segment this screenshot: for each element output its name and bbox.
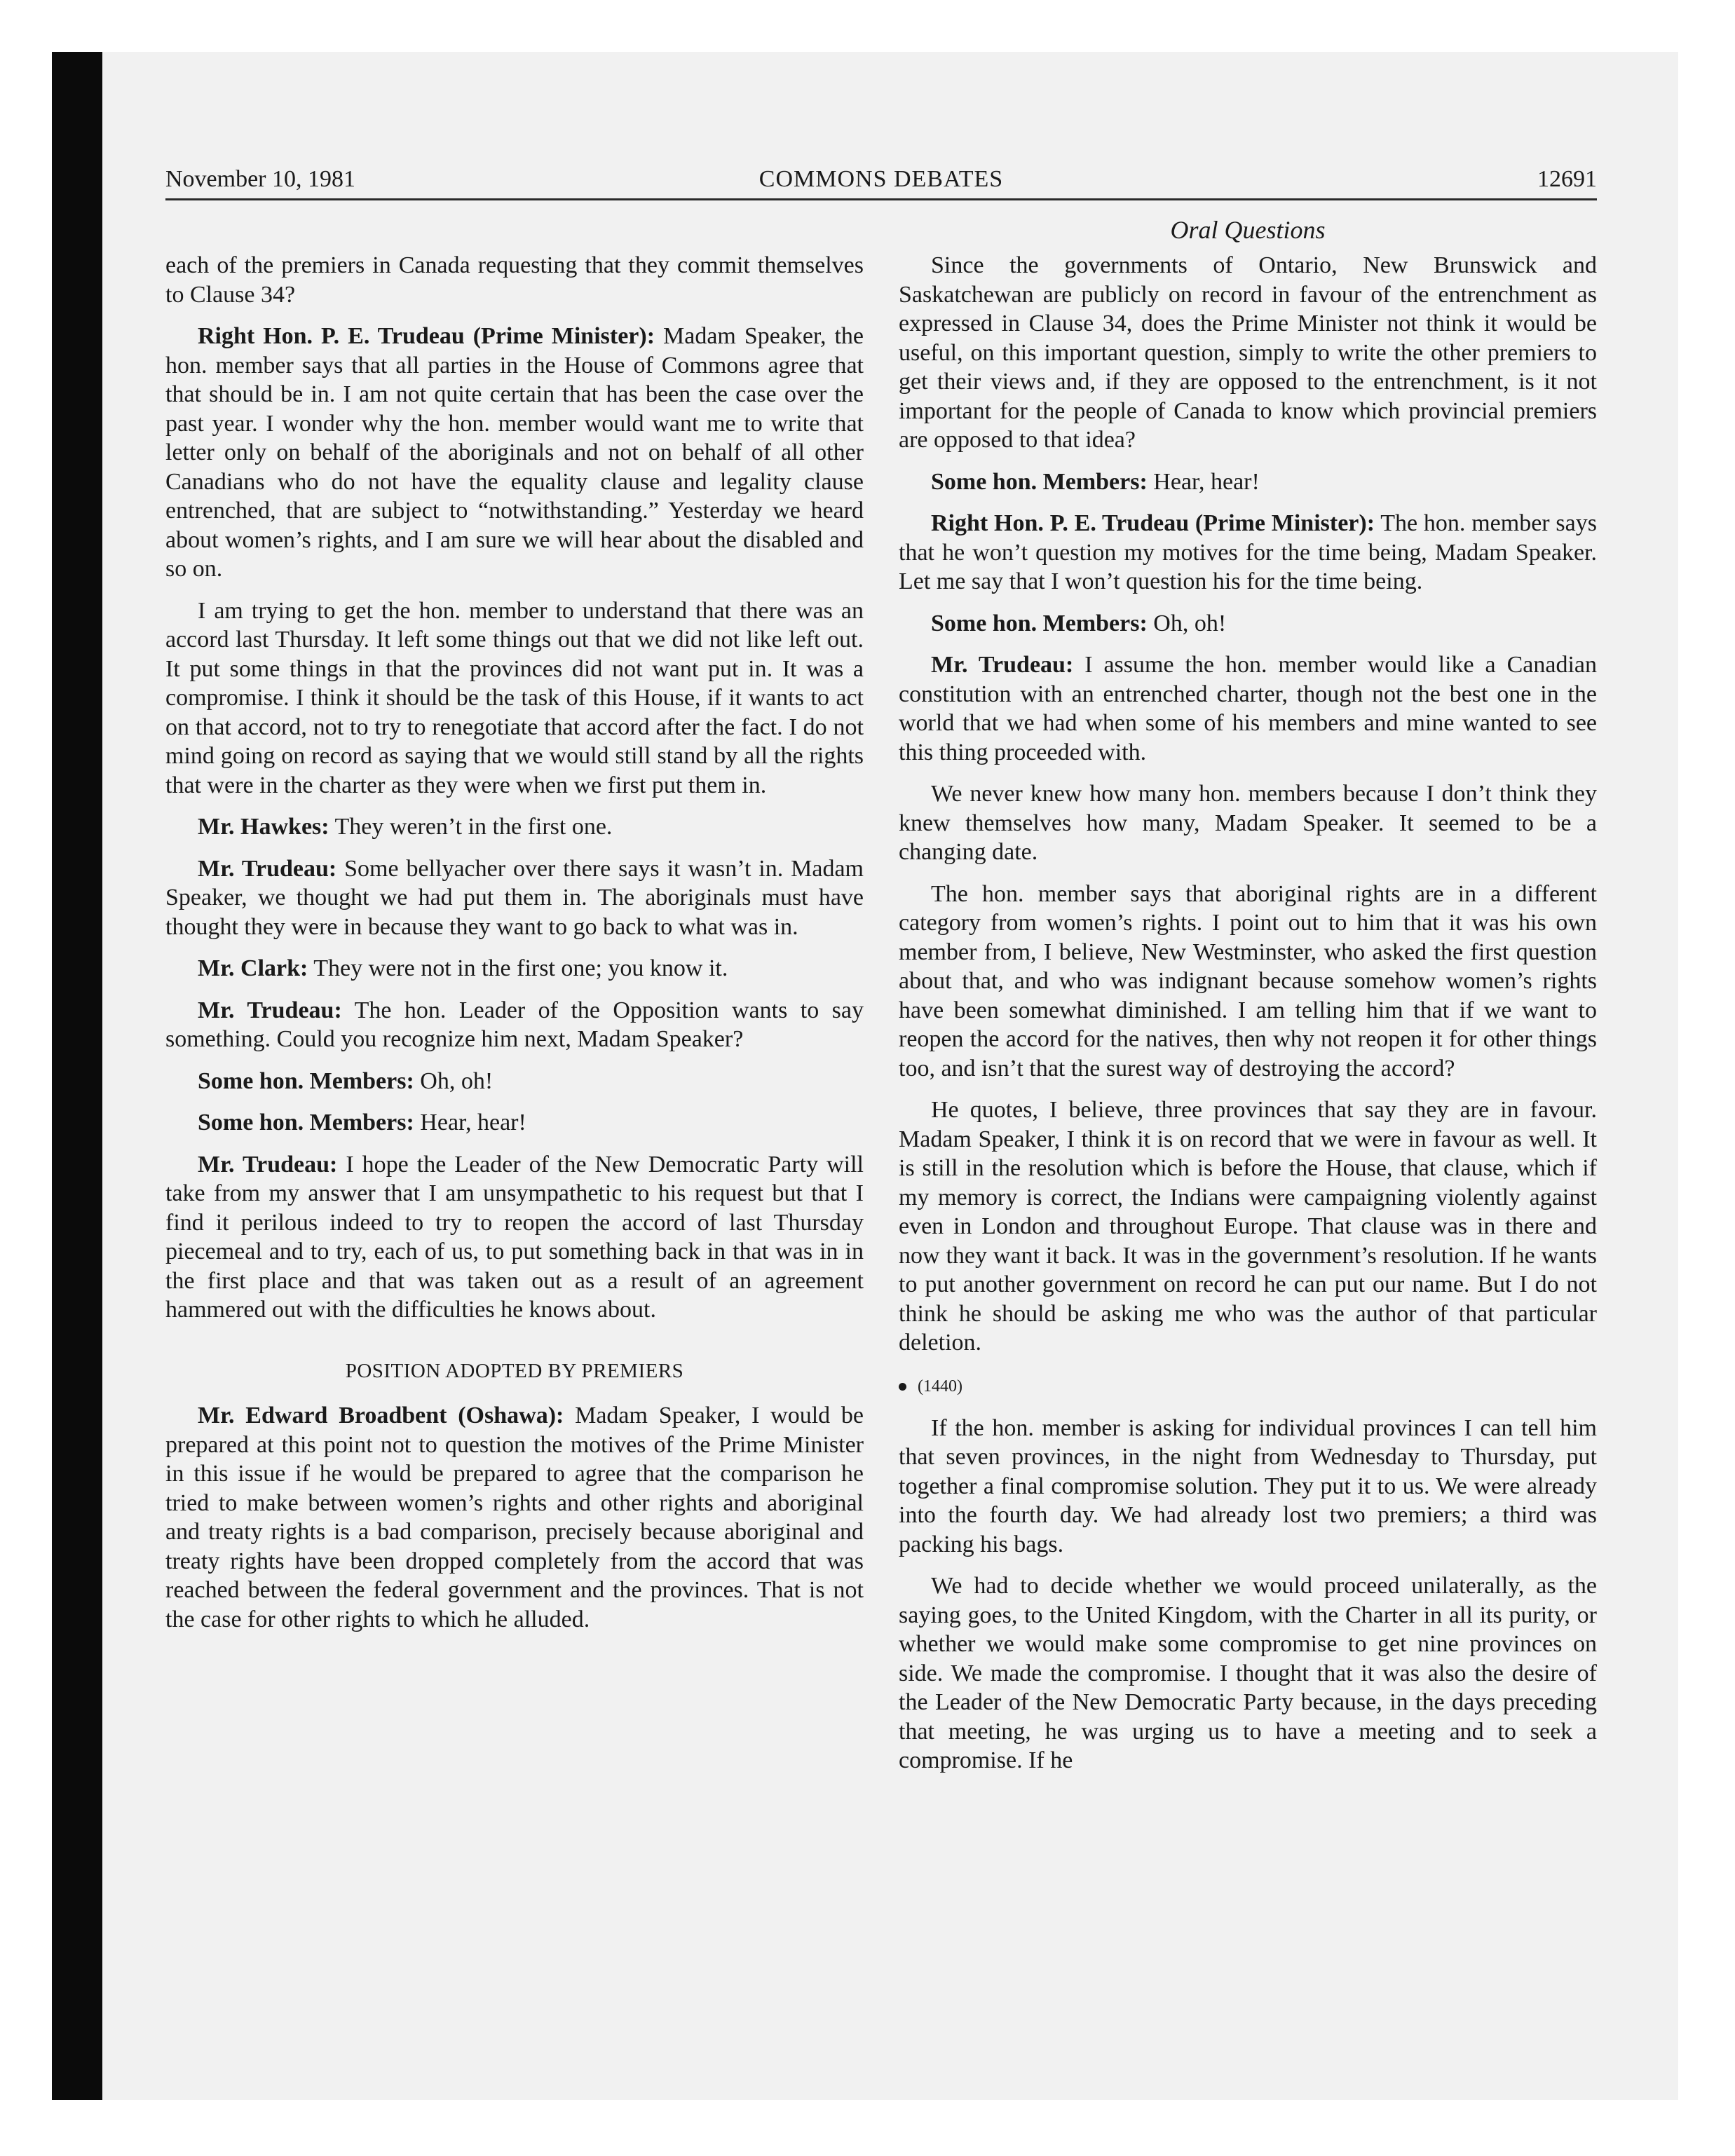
speech-text: Some bellyacher over there says it wasn’t in. Madam Speaker, we thought we had put them in. The aboriginals must have thought they were in because they want to go back to what was in.: [165, 855, 864, 940]
paragraph: [165, 251, 864, 309]
speech-text: Hear, hear!: [414, 1110, 526, 1135]
speaker-name: Some hon. Members:: [198, 1110, 414, 1135]
speech-text: Madam Speaker, I would be prepared at this point not to question the motives of the Prime Minister in this issue if he would be prepared to agree that the comparison he tried to make between women’s rights and other rights and aboriginal and treaty rights is a bad comparison, precisely because aboriginal and treaty rights have been dropped completely from the accord that was reached between the federal government and the provinces. That is not the case for other rights to which he alluded.: [165, 1403, 864, 1632]
speaker-name: Mr. Trudeau:: [198, 855, 337, 882]
paragraph-text: If the hon. member is asking for individual provinces I can tell him that seven provinces, in the night from Wednesday to Thursday, put together a final compromise solution. They put it to us. We were already into the fourth day. We had already lost two premiers; a third was packing his bags.: [899, 1414, 1597, 1557]
speech: [165, 1108, 864, 1138]
section-heading: Oral Questions: [1170, 216, 1326, 244]
paragraph: [165, 596, 864, 800]
speech-text: I hope the Leader of the New Democratic Party will take from my answer that I am unsympathetic to his request but that I find it perilous indeed to try to reopen the accord of last Thursday piecemeal and to try, each of us, to put something back in that was in in the first place and that was taken out as a result of an agreement hammered out with the difficulties he knows about.: [165, 1151, 864, 1323]
right-column: [899, 251, 1597, 1788]
paragraph-text: We had to decide whether we would proceed unilaterally, as the saying goes, to the United Kingdom, with the Charter in all its purity, or whether we would make some compromise to get nine provinces on side. We made the compromise. I thought that it was also the desire of the Leader of the New Democratic Party because, in the days preceding that meeting, he was urging us to have a meeting and to seek a compromise. If he: [899, 1573, 1597, 1773]
speech: [165, 954, 864, 983]
speech: [899, 609, 1597, 639]
header-rule: [165, 198, 1597, 200]
paragraph-text: each of the premiers in Canada requesting that they commit themselves to Clause 34?: [165, 252, 864, 308]
paragraph: [899, 1571, 1597, 1775]
speech-text: They weren’t in the first one.: [329, 814, 613, 840]
paragraph: [899, 779, 1597, 867]
binding-shadow: [52, 52, 102, 2100]
speaker-name: Mr. Trudeau:: [198, 997, 342, 1023]
page-number: 12691: [1537, 166, 1597, 192]
subheading: POSITION ADOPTED BY PREMIERS: [345, 1359, 684, 1382]
speech: [165, 854, 864, 942]
speaker-name: Mr. Clark:: [198, 955, 308, 981]
speaker-name: Some hon. Members:: [931, 468, 1148, 495]
speaker-name: Mr. Edward Broadbent (Oshawa):: [198, 1403, 564, 1428]
paragraph-text: I am trying to get the hon. member to understand that there was an accord last Thursday. It left some things out that we did not like left out. It put some things in that the provinces did not want put in. It was a compromise. I think it should be the task of this House, if it wants to act on that accord, not to try to renegotiate that accord after the fact. I do not mind going on record as saying that we would still stand by all the rights that were in the charter as they were when we first put them in.: [165, 597, 864, 798]
speech-text: Madam Speaker, the hon. member says that all parties in the House of Commons agree that that should be in. I am not quite certain that has been the case over the past year. I wonder why the hon. member would want me to write that letter only on behalf of the aboriginals and not on behalf of all other Canadians who do not have the equality clause and legality clause entrenched, that are subject to “notwithstanding.” Yesterday we heard about women’s rights, and I am sure we will hear about the disabled and so on.: [165, 323, 864, 582]
running-header: [165, 163, 1597, 196]
speech: [165, 1150, 864, 1325]
speech-text: Hear, hear!: [1147, 468, 1260, 495]
speech-text: The hon. member says that he won’t question my motives for the time being, Madam Speaker. Let me say that I won’t question his for the time being.: [899, 510, 1597, 594]
speech-text: Oh, oh!: [1147, 610, 1227, 636]
speaker-name: Some hon. Members:: [198, 1067, 414, 1094]
paragraph: [899, 1414, 1597, 1560]
speaker-name: Some hon. Members:: [931, 610, 1148, 636]
paragraph-text: Since the governments of Ontario, New Brunswick and Saskatchewan are publicly on record in favour of the entrenchment as expressed in Clause 34, does the Prime Minister not think it would be useful, on this important question, simply to write the other premiers to get their views and, if they are opposed to the entrenchment, is it not important for the people of Canada to know which provincial premiers are opposed to that idea?: [899, 252, 1597, 453]
paragraph-text: We never knew how many hon. members because I don’t think they knew themselves how many, Madam Speaker. It seemed to be a changing date.: [899, 781, 1597, 865]
time-marker-text: (1440): [918, 1377, 962, 1396]
speech-text: They were not in the first one; you know it.: [308, 955, 728, 981]
speaker-name: Mr. Trudeau:: [198, 1151, 338, 1178]
speech: [899, 468, 1597, 497]
paragraph: [899, 251, 1597, 455]
paragraph: [899, 1096, 1597, 1358]
speaker-name: Right Hon. P. E. Trudeau (Prime Minister):: [931, 510, 1375, 536]
time-marker: [899, 1376, 1597, 1397]
bullet-icon: [899, 1383, 906, 1391]
header-date: November 10, 1981: [165, 166, 356, 192]
speaker-name: Right Hon. P. E. Trudeau (Prime Minister):: [198, 323, 655, 349]
speech-text: Oh, oh!: [414, 1067, 494, 1094]
speech: [165, 996, 864, 1054]
publication-title: COMMONS DEBATES: [758, 166, 1004, 192]
speaker-name: Mr. Trudeau:: [931, 652, 1074, 678]
speech: [899, 509, 1597, 596]
speech: [165, 1067, 864, 1096]
speaker-name: Mr. Hawkes:: [198, 814, 329, 840]
speech: [165, 1401, 864, 1634]
speech: [165, 812, 864, 842]
paragraph-text: He quotes, I believe, three provinces that say they are in favour. Madam Speaker, I think it is on record that we were in favour as well. It is still in the resolution which is before the House, that clause, which if my memory is correct, the Indians were campaigning violently against even in London and throughout Europe. That clause was in there and now they want it back. It was in the government’s resolution. If he wants to put another government on record he can put our name. But I do not think he should be asking me who was the author of that particular deletion.: [899, 1097, 1597, 1356]
paragraph-text: The hon. member says that aboriginal rights are in a different category from women’s rights. I point out to him that it was his own member from, I believe, New Westminster, who asked the first question about that, and who was indignant because somehow women’s rights have been somewhat diminished. I am telling him that if we want to reopen the accord for the natives, then why not reopen it for other things too, and isn’t that the surest way of destroying the accord?: [899, 880, 1597, 1082]
speech: [165, 322, 864, 584]
paragraph: [899, 880, 1597, 1084]
speech-text: I assume the hon. member would like a Canadian constitution with an entrenched charter, though not the best one in the world that we had when some of his members and mine wanted to see this thing proceeded with.: [899, 652, 1597, 765]
speech: [899, 650, 1597, 767]
left-column: [165, 251, 864, 1646]
speech-text: The hon. Leader of the Opposition wants to say something. Could you recognize him next, Madam Speaker?: [165, 997, 864, 1052]
